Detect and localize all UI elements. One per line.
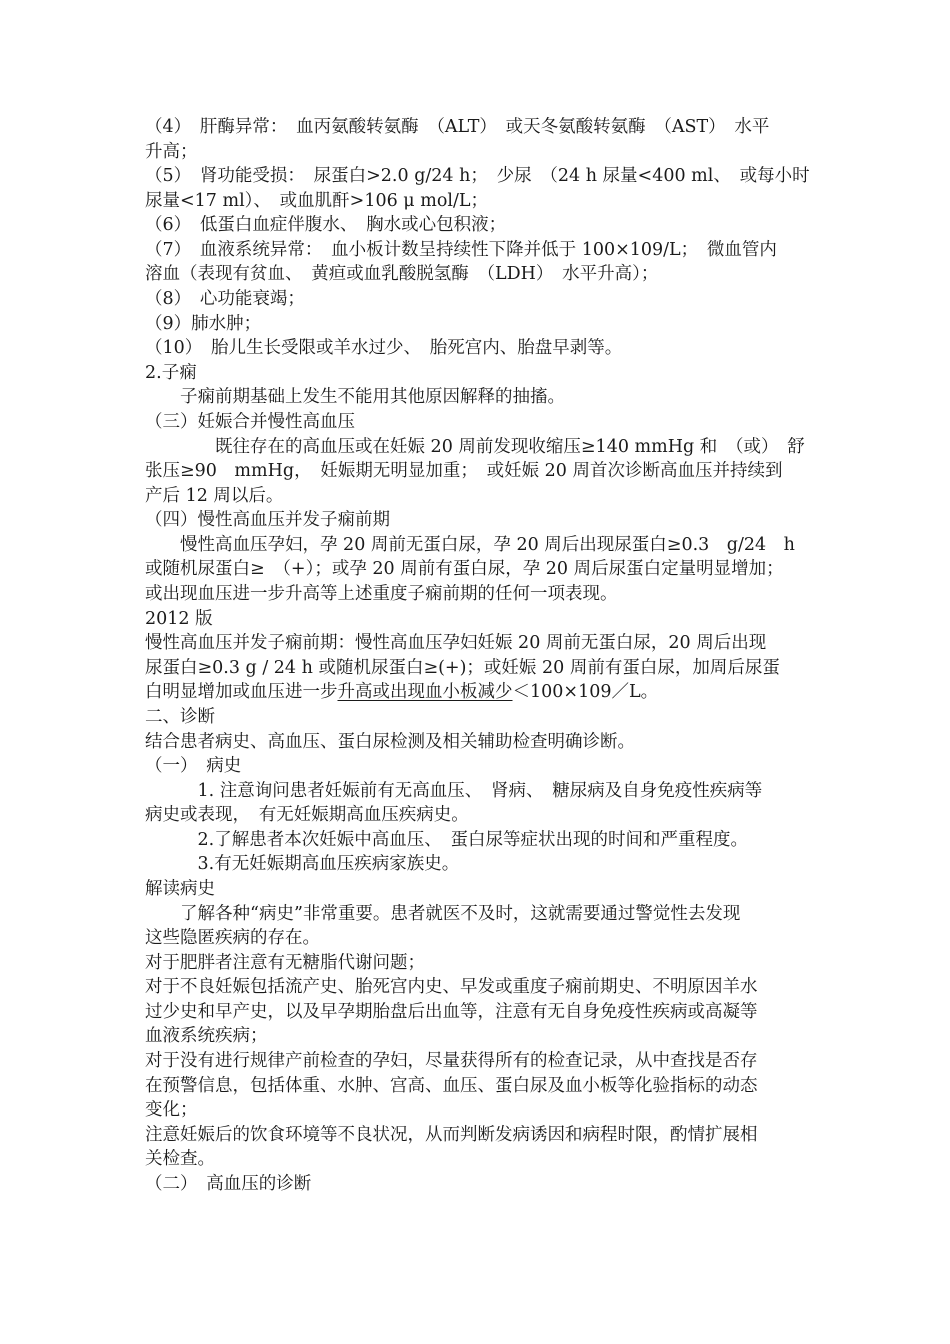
text-line — [145, 1049, 810, 1073]
text-line-content: 对于没有进行规律产前检查的孕妇，尽量获得所有的检查记录，从中查找是否存 — [145, 1051, 758, 1072]
text-line — [145, 680, 810, 704]
text-line-content: 张压≥90 mmHg， 妊娠期无明显加重； 或妊娠 20 周首次诊断高血压并持续到 — [145, 461, 783, 482]
text-line — [145, 484, 810, 508]
text-line — [145, 336, 810, 360]
text-line-content: 结合患者病史、高血压、蛋白尿检测及相关辅助检查明确诊断。 — [145, 731, 635, 752]
text-line-content: 在预警信息，包括体重、水肿、宫高、血压、蛋白尿及血小板等化验指标的动态 — [145, 1075, 758, 1096]
text-line — [145, 951, 810, 975]
text-line — [145, 287, 810, 311]
text-line-content: 或出现血压进一步升高等上述重度子痫前期的任何一项表现。 — [145, 584, 618, 605]
text-line — [145, 877, 810, 901]
text-line-content: 这些隐匿疾病的存在。 — [145, 928, 320, 949]
text-line — [145, 1000, 810, 1024]
text-line — [145, 1098, 810, 1122]
text-line-content: 尿蛋白≥0.3 g / 24 h 或随机尿蛋白≥(+)；或妊娠 20 周前有蛋白尿，加周后尿蛋 — [145, 657, 780, 678]
text-line — [145, 607, 810, 631]
text-line — [145, 238, 810, 262]
text-line-content: （9）肺水肿； — [145, 313, 262, 334]
text-line — [145, 1123, 810, 1147]
text-line — [145, 656, 810, 680]
text-line-content: 2012 版 — [145, 608, 213, 629]
text-line — [145, 1024, 810, 1048]
underlined-text: 升高或出现血小板减少 — [337, 682, 513, 703]
text-line-content: 尿量<17 ml）、 或血肌酐>106 μ mol/L； — [145, 190, 488, 211]
text-line-content: （4） 肝酶异常： 血丙氨酸转氨酶 （ALT） 或天冬氨酸转氨酶 （AST） 水平 — [145, 117, 770, 137]
text-line — [145, 779, 810, 803]
text-line — [145, 1172, 810, 1196]
text-line-content: 2.子痫 — [145, 362, 197, 383]
text-line-content: （7） 血液系统异常： 血小板计数呈持续性下降并低于 100×109/L； 微血管内 — [145, 239, 777, 260]
text-line — [145, 631, 810, 655]
text-line — [145, 140, 810, 164]
text-line-content: 慢性高血压孕妇，孕 20 周前无蛋白尿，孕 20 周后出现尿蛋白≥0.3 g/24 h — [145, 534, 795, 555]
text-line — [145, 533, 810, 557]
text-line — [145, 852, 810, 876]
text-line-content: 子痫前期基础上发生不能用其他原因解释的抽搐。 — [145, 387, 565, 408]
text-line-content: 对于肥胖者注意有无糖脂代谢问题； — [145, 952, 425, 973]
text-line — [145, 385, 810, 409]
text-line — [145, 164, 810, 188]
text-line — [145, 115, 810, 139]
text-line — [145, 410, 810, 434]
text-line — [145, 459, 810, 483]
text-line-content: （8） 心功能衰竭； — [145, 289, 305, 310]
text-line — [145, 803, 810, 827]
text-line — [145, 213, 810, 237]
text-line — [145, 926, 810, 950]
text-line-content: （一） 病史 — [145, 756, 242, 777]
text-line-content: 3.有无妊娠期高血压疾病家族史。 — [145, 854, 460, 875]
text-line-content: 过少史和早产史，以及早孕期胎盘后出血等，注意有无自身免疫性疾病或高凝等 — [145, 1001, 758, 1022]
text-line-content: 白明显增加或血压进一步 — [145, 682, 338, 703]
text-line-content: 产后 12 周以后。 — [145, 485, 284, 506]
text-line-content: （四）慢性高血压并发子痫前期 — [145, 510, 390, 531]
text-line-content: 解读病史 — [145, 878, 215, 899]
text-line — [145, 435, 810, 459]
text-line — [145, 557, 810, 581]
text-line — [145, 312, 810, 336]
text-line-content: 关检查。 — [145, 1149, 215, 1170]
text-line-content: 注意妊娠后的饮食环境等不良状况，从而判断发病诱因和病程时限，酌情扩展相 — [145, 1124, 758, 1145]
text-line-content: （5） 肾功能受损： 尿蛋白>2.0 g/24 h； 少尿 （24 h 尿量<400 ml、 或每小时 — [145, 166, 810, 187]
text-line-content: 了解各种“病史”非常重要。患者就医不及时，这就需要通过警觉性去发现 — [145, 903, 741, 924]
text-line-content: 既往存在的高血压或在妊娠 20 周前发现收缩压≥140 mmHg 和 （或） 舒 — [145, 436, 805, 457]
text-line — [145, 902, 810, 926]
text-line — [145, 361, 810, 385]
text-line-content: 变化； — [145, 1100, 198, 1121]
text-line-content: 对于不良妊娠包括流产史、胎死宫内史、早发或重度子痫前期史、不明原因羊水 — [145, 977, 758, 998]
text-line-content: 溶血（表现有贫血、 黄疸或血乳酸脱氢酶 （LDH） 水平升高）； — [145, 264, 659, 285]
text-line — [145, 705, 810, 729]
text-line-content: 或随机尿蛋白≥ （+）；或孕 20 周前有蛋白尿，孕 20 周后尿蛋白定量明显增加； — [145, 559, 784, 580]
text-line-content: 病史或表现， 有无妊娠期高血压疾病史。 — [145, 805, 469, 826]
text-line — [145, 1074, 810, 1098]
text-line-tail: ＜100×109／L。 — [512, 682, 659, 703]
text-line — [145, 262, 810, 286]
text-line — [145, 754, 810, 778]
text-line-content: 二、诊断 — [145, 706, 215, 727]
text-line — [145, 582, 810, 606]
text-line-content: （二） 高血压的诊断 — [145, 1173, 312, 1194]
text-line-content: 1. 注意询问患者妊娠前有无高血压、 肾病、 糖尿病及自身免疫性疾病等 — [145, 780, 763, 801]
text-line-content: 升高； — [145, 141, 198, 162]
text-line-content: （三）妊娠合并慢性高血压 — [145, 411, 355, 432]
text-line — [145, 828, 810, 852]
text-line-content: 血液系统疾病； — [145, 1026, 268, 1047]
text-line — [145, 1147, 810, 1171]
text-line — [145, 508, 810, 532]
text-line — [145, 189, 810, 213]
text-line-content: （6） 低蛋白血症伴腹水、 胸水或心包积液； — [145, 215, 507, 236]
text-line-content: 2.了解患者本次妊娠中高血压、 蛋白尿等症状出现的时间和严重程度。 — [145, 829, 748, 850]
text-line-content: 慢性高血压并发子痫前期：慢性高血压孕妇妊娠 20 周前无蛋白尿，20 周后出现 — [145, 633, 767, 654]
text-line-content: （10） 胎儿生长受限或羊水过少、 胎死宫内、胎盘早剥等。 — [145, 338, 623, 359]
text-line — [145, 975, 810, 999]
text-line — [145, 730, 810, 754]
